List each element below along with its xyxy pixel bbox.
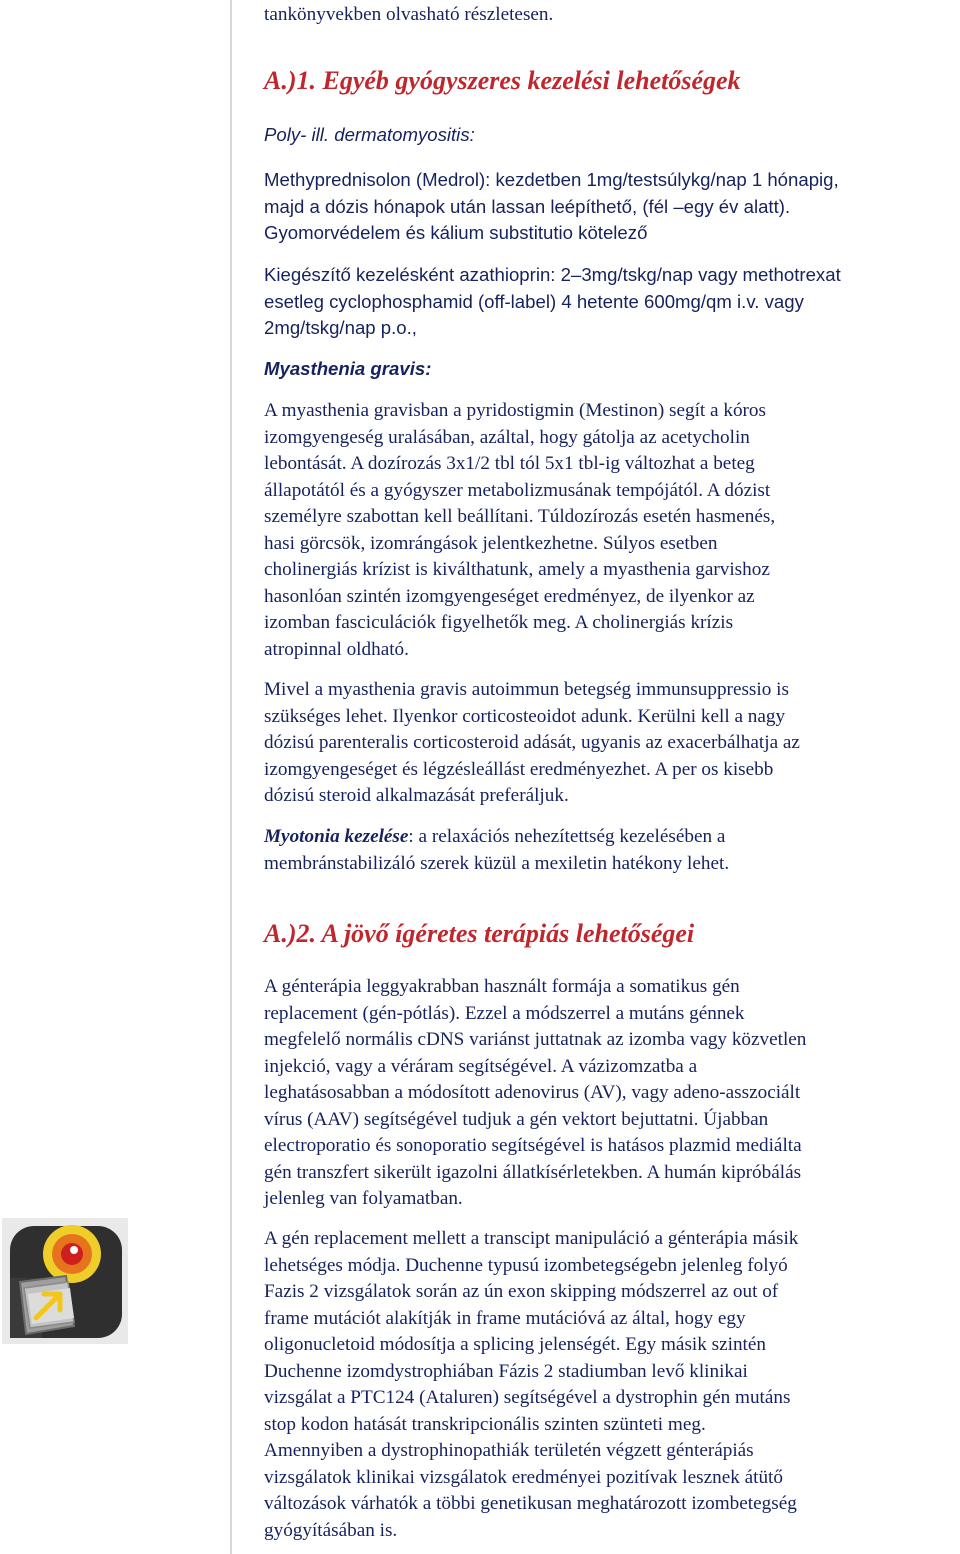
- gene-line: megfelelő normális cDNS variánst juttatnak az izomba vagy közvetlen: [264, 1029, 807, 1050]
- gene-line: injekció, vagy a véráram segítségével. A vázizomzatba a: [264, 1055, 698, 1077]
- myasthenia-line: hasi görcsök, izomrángások jelentkezhetne. Súlyos esetben: [264, 532, 718, 554]
- myasthenia-line: állapotától és a gyógyszer metabolizmusának tempójától. A dózist: [264, 479, 771, 501]
- gene-line: A génterápia leggyakrabban használt formája a somatikus gén: [264, 976, 740, 997]
- immuno-line: dózisú steroid alkalmazását preferáljuk.: [264, 785, 569, 806]
- transcript-line: lehetséges módja. Duchenne typusú izombetegségebn jelenleg folyó: [264, 1254, 788, 1276]
- myasthenia-line: lebontását. A dozírozás 3x1/2 tbl tól 5x1 tbl-ig változhat a beteg: [264, 453, 755, 474]
- transcript-line: Fazis 2 vizsgálatok során az ún exon skipping módszerrel az out of: [264, 1281, 779, 1302]
- myasthenia-line: izomgyengeség uralásában, azáltal, hogy gátolja az acetycholin: [264, 426, 750, 448]
- myasthenia-label: Myasthenia gravis:: [264, 358, 432, 379]
- section1-heading: A.)1. Egyéb gyógyszeres kezelési lehetőségek: [264, 66, 741, 95]
- poly-extra-line: Kiegészítő kezelésként azathioprin: 2–3mg/tskg/nap vagy methotrexat: [264, 264, 841, 285]
- immuno-line: szükséges lehet. Ilyenkor corticosteoidot adunk. Kerülni kell a nagy: [264, 705, 786, 727]
- myotonia-paragraph: [264, 824, 958, 877]
- transcript-line: frame mutációt alakítják in frame mutációvá az által, hogy egy: [264, 1307, 746, 1329]
- gene-line: replacement (gén-pótlás). Ezzel a módszerrel a mutáns génnek: [264, 1002, 745, 1024]
- poly-line: Gyomorvédelem és kálium substitutio kötelező: [264, 222, 648, 243]
- gene-paragraph: [264, 974, 958, 1213]
- poly-extra-line: esetleg cyclophosphamid (off-label) 4 hetente 600mg/qm i.v. vagy: [264, 290, 804, 312]
- poly-line: majd a dózis hónapok után lassan leépíthető, (fél –egy év alatt).: [264, 195, 791, 217]
- poly-line: Methyprednisolon (Medrol): kezdetben 1mg/testsúlykg/nap 1 hónapig,: [264, 169, 839, 190]
- immuno-line: dózisú parenteralis corticosteroid adását, ugyanis az exacerbálhatja az: [264, 732, 800, 753]
- poly-paragraph: [264, 167, 958, 247]
- myasthenia-line: atropinnal oldható.: [264, 638, 409, 660]
- myotonia-line1-rest: : a relaxációs nehezítettség kezelésében a: [408, 826, 726, 847]
- gene-line: jelenleg van folyamatban.: [264, 1188, 463, 1209]
- transcript-line: gyógyításában is.: [264, 1519, 398, 1541]
- immuno-line: Mivel a myasthenia gravis autoimmun betegség immunsuppressio is: [264, 679, 789, 700]
- myasthenia-line: cholinergiás krízist is kiválthatunk, amely a myasthenia garvishoz: [264, 559, 770, 580]
- sidebar-divider: [230, 0, 232, 1554]
- myotonia-line: membránstabilizáló szerek küzül a mexiletin hatékony lehet.: [264, 852, 730, 874]
- transcript-line: A gén replacement mellett a transcipt manipuláció a génterápia másik: [264, 1228, 799, 1249]
- intro-line: tankönyvekben olvasható részletesen.: [264, 4, 554, 25]
- immuno-paragraph: [264, 677, 958, 810]
- transcript-line: vizsgálatok klinikai vizsgálatok eredményei pozitívak lesznek átütő: [264, 1466, 783, 1488]
- poly-extra-line: 2mg/tskg/nap p.o.,: [264, 317, 417, 338]
- myasthenia-line: hasonlóan szintén izomgyengeséget eredményez, de ilyenkor az: [264, 585, 755, 607]
- myasthenia-line: személyre szabottan kell beállítani. Túldozírozás esetén hasmenés,: [264, 506, 776, 527]
- transcript-line: Duchenne izomdystrophiában Fázis 2 stadiumban levő klinikai: [264, 1360, 748, 1382]
- transcript-line: Amennyiben a dystrophinopathiák területén végzett génterápiás: [264, 1440, 754, 1461]
- target-arrow-icon: [2, 1218, 128, 1344]
- gene-line: electroporatio és sonoporatio segítségével is hatásos plazmid mediálta: [264, 1135, 802, 1156]
- transcript-line: stop kodon hatását transkripcionális szinten szünteti meg.: [264, 1413, 706, 1435]
- transcript-paragraph: [264, 1226, 958, 1544]
- myasthenia-paragraph: [264, 398, 958, 663]
- poly-extra-paragraph: [264, 262, 958, 342]
- immuno-line: izomgyengeséget és légzésleállást eredményezhet. A per os kisebb: [264, 758, 774, 780]
- myasthenia-line: A myasthenia gravisban a pyridostigmin (Mestinon) segít a kóros: [264, 400, 766, 421]
- poly-label: Poly- ill. dermatomyositis:: [264, 124, 475, 145]
- transcript-line: oligonucletoid módosítja a splicing jelenségét. Egy másik szintén: [264, 1334, 766, 1355]
- gene-line: leghatásosabban a módosított adenovirus (AV), vagy adeno-asszociált: [264, 1082, 801, 1103]
- gene-line: gén transzfert sikerült igazolni állatkísérletekben. A humán kipróbálás: [264, 1161, 802, 1183]
- myotonia-label: Myotonia kezelése: [264, 826, 409, 847]
- section2-heading: A.)2. A jövő ígéretes terápiás lehetőségei: [264, 919, 695, 948]
- transcript-line: változások várhatók a többi genetikusan meghatározott izombetegség: [264, 1493, 797, 1514]
- transcript-line: vizsgálat a PTC124 (Ataluren) segítségével a dystrophin gén mutáns: [264, 1387, 791, 1408]
- gene-line: vírus (AAV) segítségével tudjuk a gén vektort bejuttatni. Újabban: [264, 1108, 769, 1130]
- myotonia-line: [264, 824, 958, 851]
- myasthenia-line: izomban fasciculációk figyelhetők meg. A cholinergiás krízis: [264, 612, 734, 633]
